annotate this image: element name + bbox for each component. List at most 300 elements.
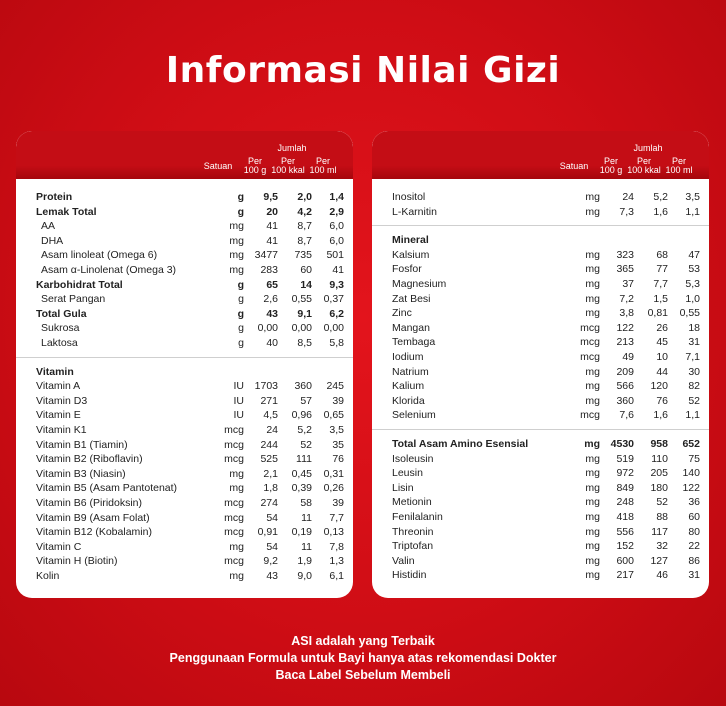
nutrient-name: Natrium [392,365,429,378]
value-per-100ml: 39 [332,394,344,407]
nutrient-row [372,466,709,481]
value-per-100ml: 501 [326,249,344,262]
nutrient-name: Vitamin K1 [36,424,87,436]
nutrient-name: Mangan [392,321,430,334]
nutrient-row [16,496,353,511]
nutrient-name: Vitamin H (Biotin) [36,555,118,568]
nutrient-row [16,321,353,336]
nutrient-name: Vitamin D3 [36,394,88,407]
nutrient-unit: mg [229,234,244,247]
value-per-100kkal: 5,2 [653,191,668,203]
nutrient-unit: g [237,191,244,203]
value-per-100ml: 1,0 [685,292,700,305]
value-per-100g: 65 [266,278,278,291]
nutrient-row [16,278,353,293]
nutrient-unit: mcg [224,555,244,568]
nutrient-name: Mineral [392,234,429,247]
value-per-100ml: 60 [688,511,700,523]
nutrient-name: Kalsium [392,248,430,261]
header-satuan: Satuan [559,161,589,171]
nutrient-row [372,248,709,263]
value-per-100kkal: 14 [300,278,312,291]
nutrient-name: Total Gula [36,307,87,320]
nutrient-name: Isoleusin [392,452,434,465]
value-per-100kkal: 735 [294,249,312,262]
nutrient-row [372,539,709,554]
nutrition-table-left [16,131,353,598]
value-per-100g: 24 [266,424,278,436]
nutrient-name: Vitamin A [36,380,81,393]
nutrient-unit: mg [229,482,244,495]
nutrient-row [16,307,353,322]
value-per-100kkal: 77 [656,263,668,276]
section-divider [372,429,709,430]
value-per-100kkal: 5,2 [297,424,312,436]
nutrient-row [16,234,353,249]
value-per-100kkal: 1,6 [653,205,668,218]
nutrient-unit: g [238,337,244,349]
nutrient-unit: g [237,205,244,218]
value-per-100ml: 7,7 [329,511,344,524]
header-jumlah: Jumlah [277,143,307,153]
nutrient-name: Vitamin E [36,409,81,422]
value-per-100g: 1,8 [263,482,278,495]
value-per-100g: 213 [616,336,634,349]
nutrient-row [16,190,353,205]
value-per-100ml: 9,3 [329,278,344,291]
value-per-100g: 0,91 [257,526,278,539]
value-per-100kkal: 0,19 [291,526,312,539]
nutrient-unit: mg [229,570,244,582]
footer-line: Baca Label Sebelum Membeli [275,668,451,682]
nutrient-name: Vitamin B5 (Asam Pantotenat) [36,482,178,495]
section-heading-row [372,233,709,248]
value-per-100g: 4,5 [263,409,278,422]
value-per-100ml: 0,13 [323,526,344,539]
nutrient-row [372,350,709,365]
table-header [16,131,353,179]
value-per-100ml: 0,37 [323,293,344,306]
nutrient-unit: mg [585,481,600,494]
nutrient-name: Metionin [392,496,432,509]
nutrient-row [16,248,353,263]
nutrient-name: Histidin [392,569,427,582]
nutrient-row [372,408,709,423]
nutrient-name: Vitamin B9 (Asam Folat) [36,511,150,524]
value-per-100kkal: 180 [650,481,668,494]
header-per-100g: Per 100 g [599,156,623,175]
section-divider [372,225,709,226]
nutrient-row [372,510,709,525]
value-per-100g: 2,1 [263,467,278,480]
footer-line: ASI adalah yang Terbaik [291,634,435,648]
value-per-100g: 849 [616,481,634,494]
value-per-100kkal: 0,81 [647,307,668,320]
value-per-100g: 122 [616,321,634,334]
value-per-100kkal: 127 [650,554,668,567]
nutrient-row [16,219,353,234]
nutrition-table-right [372,131,709,598]
nutrient-name: Klorida [392,394,425,407]
nutrient-unit: IU [233,380,244,393]
nutrient-unit: mg [585,452,600,465]
value-per-100ml: 6,2 [329,307,344,320]
nutrient-unit: mcg [224,453,244,466]
header-per-100kkal: Per 100 kkal [271,156,305,175]
nutrient-name: L-Karnitin [392,205,437,218]
nutrient-unit: mg [585,307,600,320]
value-per-100g: 566 [616,380,634,393]
nutrient-unit: mg [585,278,600,290]
value-per-100g: 24 [622,191,634,203]
nutrient-row [16,452,353,467]
nutrient-name: Asam α-Linolenat (Omega 3) [41,264,177,276]
nutrient-unit: mcg [580,351,600,363]
value-per-100ml: 52 [688,394,700,407]
nutrient-row [16,263,353,278]
header-per-100ml: Per 100 ml [309,156,337,175]
header-jumlah: Jumlah [633,143,663,153]
nutrient-unit: mg [585,525,600,538]
value-per-100kkal: 120 [650,380,668,393]
nutrient-unit: g [238,322,244,335]
nutrient-name: DHA [41,234,64,247]
value-per-100g: 360 [616,394,634,407]
value-per-100g: 54 [266,540,278,553]
value-per-100ml: 2,9 [329,205,344,218]
value-per-100ml: 47 [688,248,700,261]
nutrient-unit: mg [229,467,244,480]
value-per-100kkal: 110 [651,452,668,465]
header-per-100ml: Per 100 ml [665,156,693,175]
value-per-100g: 365 [616,263,634,276]
nutrient-unit: mg [585,511,600,523]
value-per-100g: 274 [260,497,278,509]
value-per-100kkal: 9,1 [297,307,312,320]
nutrient-name: Protein [36,191,73,203]
value-per-100ml: 31 [688,336,700,349]
nutrient-unit: mg [585,380,600,393]
value-per-100g: 519 [616,452,634,465]
nutrient-unit: mg [585,191,600,203]
nutrient-unit: mcg [224,511,244,524]
value-per-100g: 54 [266,511,278,524]
value-per-100ml: 245 [326,380,344,393]
nutrient-unit: mg [584,438,600,450]
value-per-100ml: 41 [332,264,344,276]
value-per-100ml: 22 [688,540,700,553]
nutrient-unit: g [238,293,244,306]
value-per-100g: 244 [260,438,278,451]
value-per-100g: 41 [266,234,278,247]
nutrient-row [372,568,709,583]
value-per-100kkal: 1,9 [297,555,312,568]
value-per-100kkal: 52 [656,496,668,509]
nutrient-row [372,321,709,336]
value-per-100ml: 3,5 [685,191,700,203]
value-per-100g: 525 [260,453,278,466]
value-per-100kkal: 9,0 [297,570,312,582]
header-per-100kkal: Per 100 kkal [627,156,661,175]
value-per-100g: 37 [622,278,634,290]
nutrient-name: Iodium [392,351,424,363]
value-per-100kkal: 44 [656,365,668,378]
value-per-100ml: 18 [688,321,700,334]
nutrient-unit: mg [585,467,600,480]
value-per-100ml: 53 [688,263,700,276]
value-per-100g: 600 [616,554,634,567]
value-per-100ml: 1,1 [685,409,700,422]
value-per-100g: 972 [616,467,634,480]
value-per-100kkal: 11 [301,511,312,524]
value-per-100ml: 0,55 [679,307,700,320]
value-per-100g: 3,8 [619,307,634,320]
nutrient-name: Asam linoleat (Omega 6) [41,249,158,262]
value-per-100g: 3477 [254,249,278,262]
section-divider [16,357,353,358]
nutrient-name: Vitamin B2 (Riboflavin) [36,453,143,466]
value-per-100ml: 0,00 [323,322,344,335]
nutrient-unit: mg [585,263,600,276]
nutrient-row [16,205,353,220]
footer-line: Penggunaan Formula untuk Bayi hanya atas rekomendasi Dokter [169,651,557,665]
nutrient-name: Total Asam Amino Esensial [392,438,529,450]
nutrient-row [372,262,709,277]
value-per-100ml: 0,65 [323,409,344,422]
nutrient-unit: mcg [224,526,244,539]
value-per-100kkal: 46 [656,569,668,582]
nutrient-unit: mg [585,569,600,582]
value-per-100kkal: 111 [296,453,312,466]
value-per-100g: 209 [616,365,634,378]
value-per-100kkal: 8,7 [297,220,312,233]
nutrient-unit: mg [585,554,600,567]
nutrient-name: Threonin [392,525,434,538]
value-per-100ml: 1,1 [685,205,700,218]
value-per-100g: 4530 [610,438,634,450]
value-per-100g: 152 [616,540,634,553]
value-per-100kkal: 32 [656,540,668,553]
value-per-100ml: 76 [332,453,344,466]
value-per-100kkal: 1,5 [653,292,668,305]
nutrient-name: Tembaga [392,336,436,349]
nutrient-unit: mg [229,220,244,233]
value-per-100ml: 7,8 [329,540,344,553]
value-per-100kkal: 60 [300,264,312,276]
nutrient-unit: mg [229,540,244,553]
value-per-100ml: 35 [332,438,344,451]
value-per-100g: 7,6 [619,409,634,422]
nutrient-row [16,511,353,526]
value-per-100kkal: 2,0 [297,191,312,203]
nutrient-row [372,190,709,205]
value-per-100g: 40 [266,337,278,349]
nutrient-row [372,335,709,350]
value-per-100g: 7,3 [619,205,634,218]
nutrient-name: AA [41,220,56,233]
value-per-100ml: 6,0 [329,220,344,233]
value-per-100ml: 6,1 [329,570,344,582]
nutrient-row [16,438,353,453]
nutrient-row [372,525,709,540]
nutrient-name: Lisin [392,481,414,494]
nutrient-name: Laktosa [41,337,78,349]
value-per-100ml: 5,3 [685,278,700,290]
value-per-100g: 323 [616,248,634,261]
value-per-100g: 418 [616,511,634,523]
value-per-100kkal: 7,7 [653,278,668,290]
nutrient-row [16,540,353,555]
header-satuan: Satuan [203,161,233,171]
nutrient-unit: mcg [224,438,244,451]
value-per-100kkal: 8,5 [297,337,312,349]
nutrient-row [16,525,353,540]
nutrient-row [372,292,709,307]
value-per-100kkal: 58 [300,497,312,509]
value-per-100kkal: 360 [294,380,312,393]
value-per-100g: 41 [266,220,278,233]
nutrient-name: Kolin [36,570,60,582]
value-per-100ml: 30 [688,365,700,378]
nutrient-row [16,481,353,496]
value-per-100kkal: 88 [656,511,668,523]
value-per-100g: 20 [266,205,278,218]
nutrient-unit: g [237,307,244,320]
nutrient-name: Leusin [392,467,423,480]
value-per-100kkal: 57 [300,394,312,407]
value-per-100g: 9,2 [263,555,278,568]
nutrient-name: Vitamin C [36,540,82,553]
value-per-100kkal: 10 [656,351,668,363]
nutrient-row [372,452,709,467]
value-per-100g: 283 [260,264,278,276]
value-per-100kkal: 117 [651,525,668,538]
nutrient-row [372,554,709,569]
value-per-100g: 271 [260,394,278,407]
nutrient-unit: mcg [224,424,244,436]
nutrient-unit: mcg [224,497,244,509]
value-per-100ml: 1,4 [329,191,344,203]
value-per-100kkal: 205 [650,467,668,480]
value-per-100ml: 122 [682,481,700,494]
value-per-100ml: 1,3 [329,555,344,568]
nutrient-name: Selenium [392,409,436,422]
value-per-100g: 43 [266,570,278,582]
value-per-100kkal: 0,00 [291,322,312,335]
nutrient-name: Vitamin [36,365,74,378]
nutrient-name: Valin [392,554,415,567]
value-per-100kkal: 0,55 [291,293,312,306]
value-per-100kkal: 76 [656,394,668,407]
nutrient-row [16,408,353,423]
value-per-100kkal: 8,7 [297,234,312,247]
value-per-100kkal: 0,96 [291,409,312,422]
nutrient-unit: mg [229,264,244,276]
nutrient-row [372,437,709,452]
nutrient-unit: mg [585,292,600,305]
value-per-100g: 556 [616,525,634,538]
nutrient-name: Vitamin B6 (Piridoksin) [36,497,143,509]
nutrient-unit: mg [585,540,600,553]
nutrient-name: Magnesium [392,278,447,290]
nutrient-row [372,495,709,510]
nutrient-row [372,365,709,380]
nutrient-unit: mg [585,205,600,218]
nutrient-name: Karbohidrat Total [36,278,123,291]
value-per-100ml: 6,0 [329,234,344,247]
value-per-100ml: 140 [682,467,700,480]
value-per-100g: 49 [622,351,634,363]
nutrient-row [16,292,353,307]
table-header [372,131,709,179]
nutrient-row [372,306,709,321]
nutrient-name: Lemak Total [36,205,97,218]
nutrient-row [372,277,709,292]
nutrient-unit: mg [585,394,600,407]
nutrient-name: Fenilalanin [392,511,443,523]
nutrient-name: Inositol [392,191,426,203]
nutrient-name: Zinc [392,307,412,320]
header-per-100g: Per 100 g [243,156,267,175]
value-per-100ml: 7,1 [685,351,700,363]
value-per-100ml: 82 [688,380,700,393]
nutrient-unit: mg [585,248,600,261]
value-per-100kkal: 4,2 [297,205,312,218]
value-per-100kkal: 52 [300,438,312,451]
value-per-100ml: 0,31 [323,467,344,480]
nutrient-row [372,379,709,394]
nutrient-row [16,379,353,394]
nutrient-name: Triptofan [392,540,434,553]
nutrient-unit: mg [229,249,244,262]
value-per-100g: 0,00 [257,322,278,335]
nutrient-name: Fosfor [392,263,422,276]
nutrient-unit: IU [233,394,244,407]
value-per-100g: 2,6 [263,293,278,306]
value-per-100ml: 31 [688,569,700,582]
nutrient-row [16,554,353,569]
value-per-100ml: 5,8 [329,337,344,349]
nutrient-row [16,336,353,351]
nutrient-row [16,569,353,584]
value-per-100kkal: 45 [656,336,668,349]
nutrient-row [372,481,709,496]
value-per-100kkal: 0,45 [291,467,312,480]
value-per-100g: 1703 [254,380,278,393]
value-per-100g: 217 [616,569,634,582]
value-per-100ml: 75 [688,452,700,465]
value-per-100g: 43 [266,307,278,320]
nutrient-row [16,394,353,409]
nutrient-name: Vitamin B12 (Kobalamin) [36,526,152,539]
value-per-100g: 9,5 [263,191,278,203]
nutrient-unit: mcg [580,409,600,422]
nutrient-name: Kalium [392,380,425,393]
value-per-100ml: 39 [332,497,344,509]
value-per-100ml: 36 [688,496,700,509]
value-per-100kkal: 11 [301,540,312,553]
nutrient-row [16,423,353,438]
nutrient-unit: mg [585,365,600,378]
value-per-100kkal: 26 [656,321,668,334]
nutrient-unit: mg [585,496,600,509]
value-per-100g: 7,2 [619,292,634,305]
value-per-100g: 248 [616,496,634,509]
value-per-100ml: 86 [688,554,700,567]
value-per-100kkal: 0,39 [291,482,312,495]
nutrient-name: Serat Pangan [41,293,106,306]
section-heading-row [16,365,353,380]
